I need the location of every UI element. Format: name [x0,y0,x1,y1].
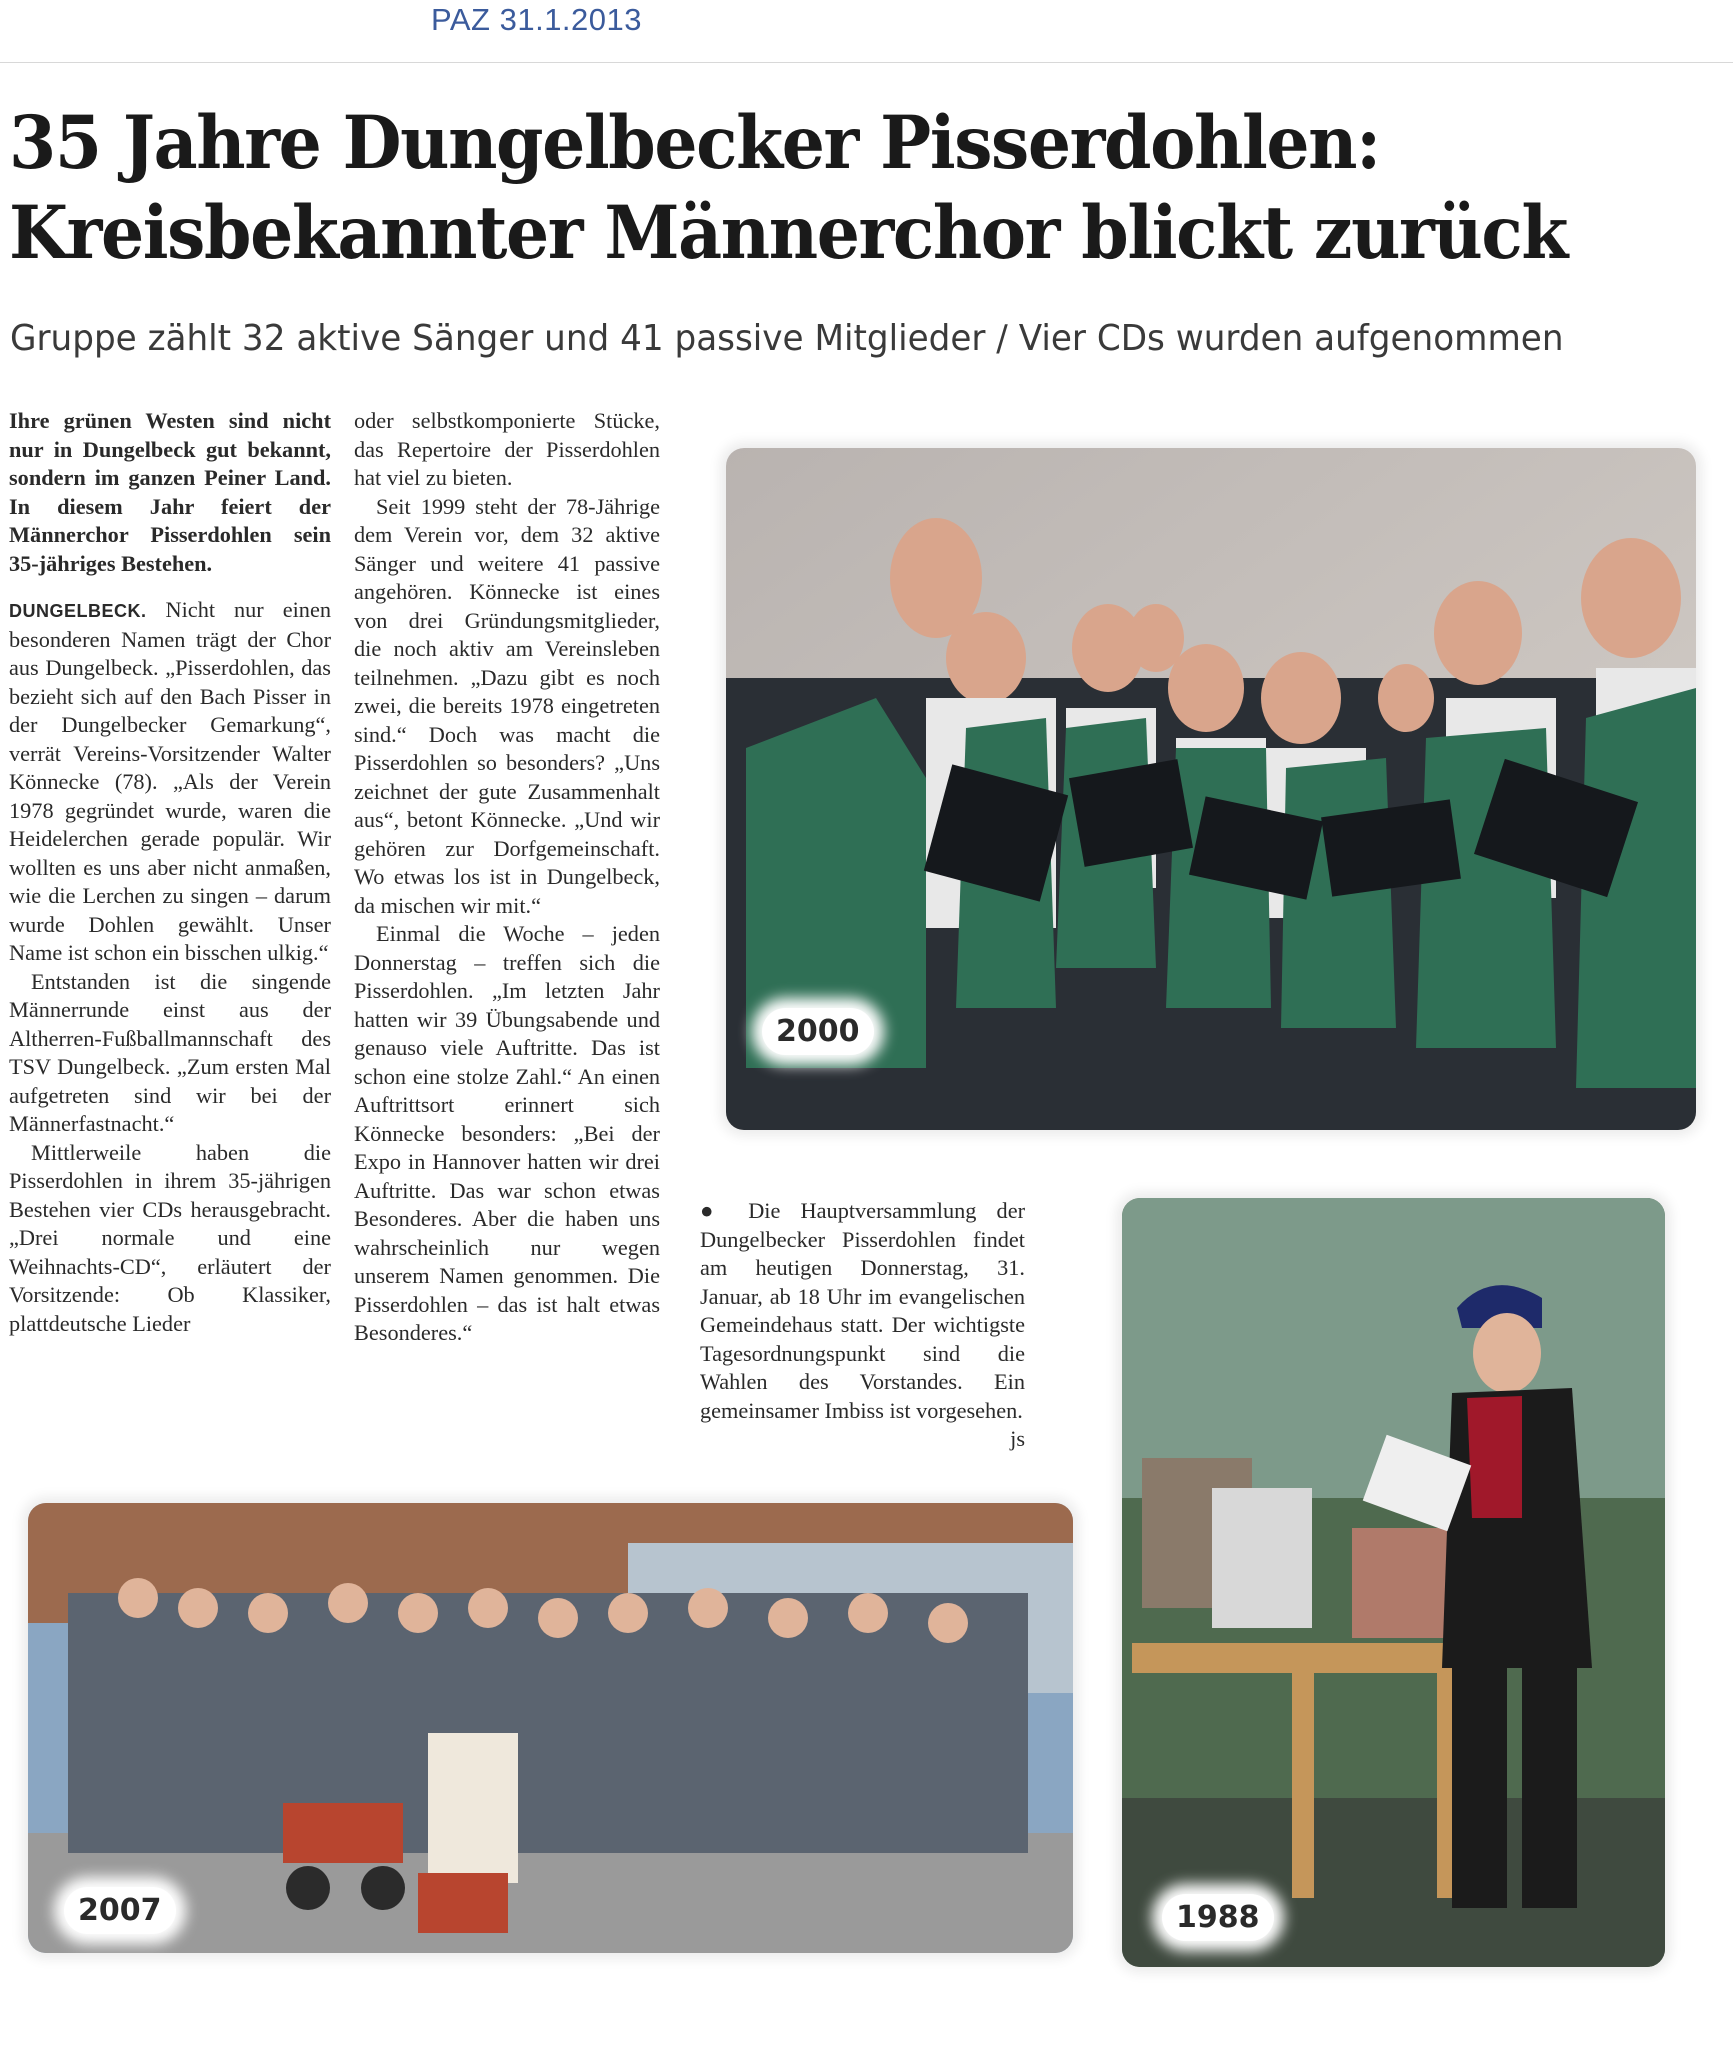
dateline: DUNGELBECK. [9,601,147,621]
lead-paragraph: Ihre grünen Westen sind nicht nur in Dungelbeck gut bekannt, sondern im ganzen Peiner Land. In diesem Jahr feiert der Männerchor Pisserdohlen sein 35-jähriges Bestehen. [9,408,331,576]
paragraph-2: Entstanden ist die singende Männerrunde einst aus der Altherren-Fußballmannschaft des TSV Dungelbeck. „Zum ersten Mal aufgetreten sind wir bei der Männerfastnacht.“ [9,968,331,1136]
paragraph-4: oder selbstkomponierte Stücke, das Repertoire der Pisserdohlen hat viel zu bieten. [354,408,660,490]
paragraph-6: Einmal die Woche – jeden Donnerstag – treffen sich die Pisserdohlen. „Im letzten Jahr hatten wir 39 Übungsabende und genauso viele Auftritte. Das ist schon eine stolze Zahl.“ An einen Auftrittsort erinnert sich Könnecke besonders: „Bei der Expo in Hannover hatten wir drei Auftritte. Das war schon etwas Besonderes. Aber die haben uns wahrscheinlich nur wegen unserem Namen genommen. Die Pisserdohlen – das ist halt etwas Besonderes.“ [354,921,660,1345]
info-note [700,1197,1025,1454]
note-paragraph [700,1197,1026,1451]
headline-line-2: Kreisbekannter Männerchor blickt zurück [9,190,1567,276]
year-label-2007: 2007 [64,1887,176,1934]
subheadline: Gruppe zählt 32 aktive Sänger und 41 passive Mitglieder / Vier CDs wurden aufgenommen [10,318,1564,359]
photo-1988 [1122,1198,1665,1967]
photo-2000 [726,448,1696,1130]
year-label-1988: 1988 [1162,1894,1274,1941]
paragraph-3: Mittlerweile haben die Pisserdohlen in ihrem 35-jährigen Bestehen vier CDs herausgebracht. „Drei normale und eine Weihnachts-CD“, erläutert der Vorsitzende: Ob Klassiker, plattdeutsche Lieder [9,1139,331,1336]
headline-line-1: 35 Jahre Dungelbecker Pisserdohlen: [9,100,1380,186]
divider [0,62,1733,63]
source-line: PAZ 31.1.2013 [431,2,643,37]
headline [9,98,1567,278]
paragraph-1 [9,596,331,968]
author: js [1010,1426,1025,1451]
paragraph-1-text: Nicht nur einen besonderen Namen trägt der Chor aus Dungelbeck. „Pisserdohlen, das bezieht sich auf den Bach Pisser in der Dungelbecker Gemarkung“, verrät Vereins-Vorsitzender Walter Könnecke (78). „Als der Verein 1978 gegründet wurde, waren die Heidelerchen gerade populär. Wir wollten es uns aber nicht anmaßen, wie die Lerchen zu singen – darum wurde Dohlen gewählt. Unser Name ist schon ein bisschen ulkig.“ [9,597,331,965]
article-column-2 [354,407,660,1348]
costumed-performer-image [1122,1198,1665,1967]
year-label-2000: 2000 [762,1008,874,1055]
bullet-icon: ● [700,1198,729,1223]
paragraph-5: Seit 1999 steht der 78-Jährige dem Verein vor, dem 32 aktive Sänger und weitere 41 passive angehören. Könnecke ist eines von drei Gründungsmitglieder, die noch aktiv am Vereinsleben teilnehmen. „Dazu gibt es noch zwei, die bereits 1978 eingetreten sind.“ Doch was macht die Pisserdohlen so besonders? „Uns zeichnet der gute Zusammenhalt aus“, betont Könnecke. „Und wir gehören zur Dorfgemeinschaft. Wo etwas los ist in Dungelbeck, da mischen wir mit.“ [354,493,660,918]
outdoor-choir-image [28,1503,1073,1953]
photo-2007 [28,1503,1073,1953]
note-text: Die Hauptversammlung der Dungelbecker Pisserdohlen findet am heutigen Donnerstag, 31. Januar, ab 18 Uhr im evangelischen Gemeindehaus statt. Der wichtigste Tagesordnungspunkt sind die Wahlen des Vorstandes. Ein gemeinsamer Imbiss ist vorgesehen. [700,1198,1026,1423]
article-column-1 [9,407,331,1338]
